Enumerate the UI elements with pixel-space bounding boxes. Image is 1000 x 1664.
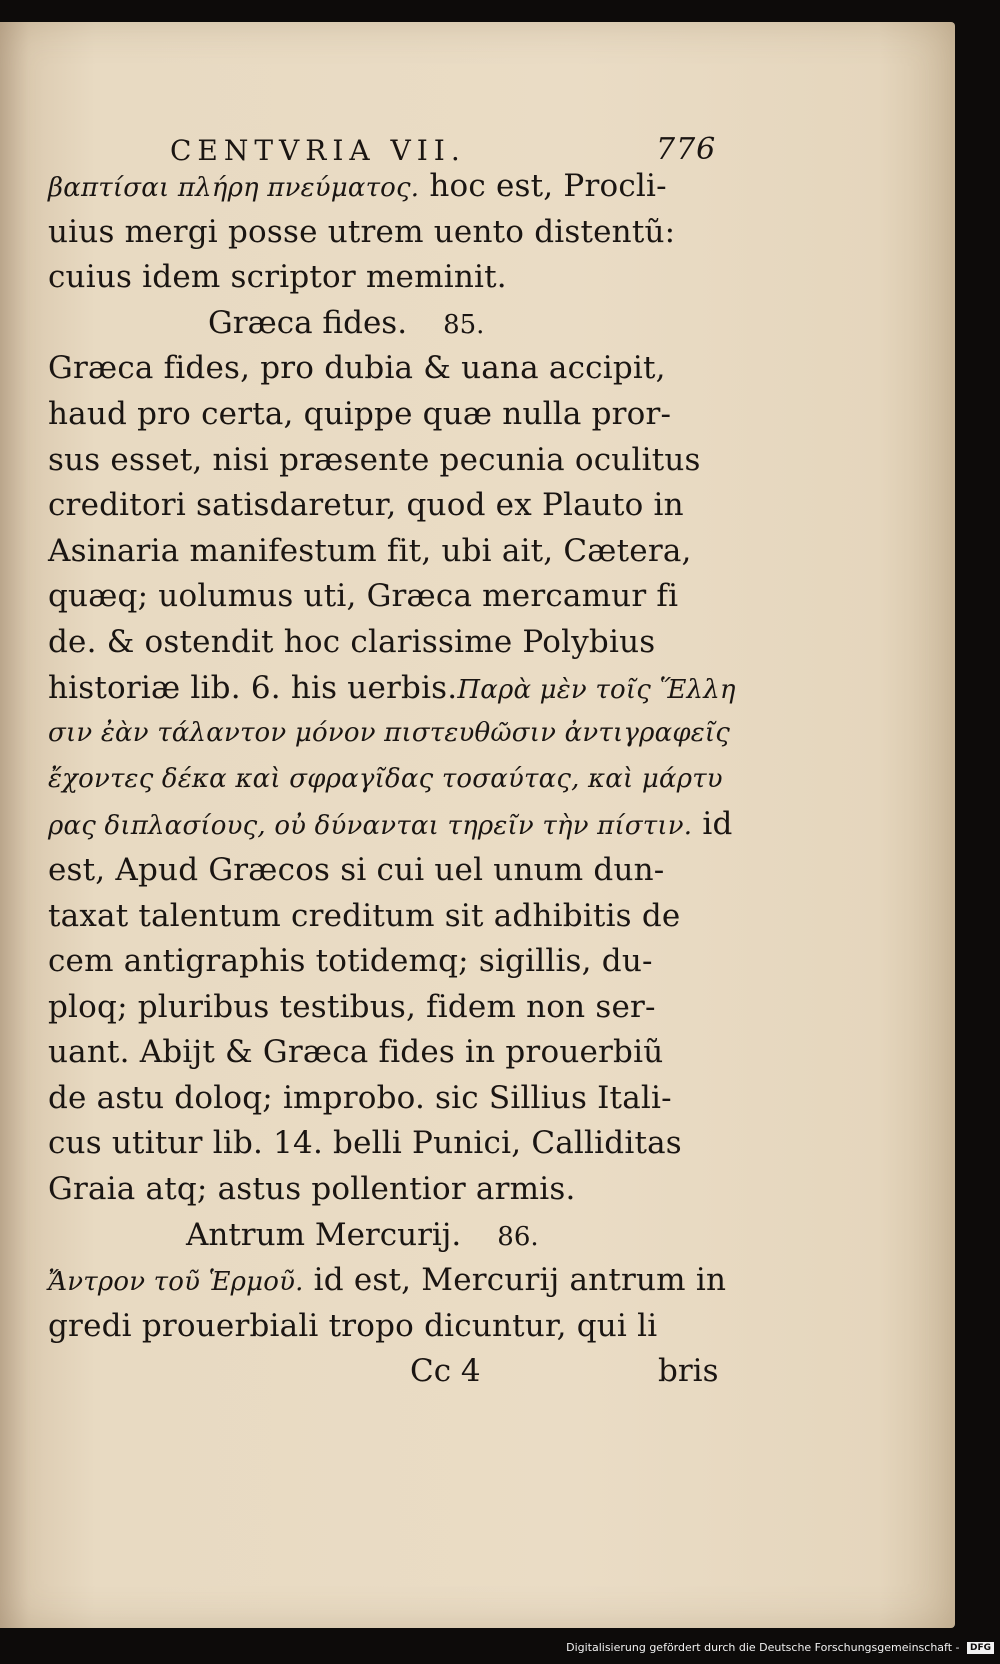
- greek-line: ἔχοντες δέκα καὶ σφραγῖδας τοσαύτας, καὶ μάρτυ: [48, 763, 723, 794]
- section-heading-85: [48, 301, 728, 347]
- book-page: [0, 22, 955, 1628]
- latin-text: id est, Mercurij antrum in: [303, 1262, 727, 1299]
- text-line: [48, 666, 736, 712]
- greek-text: Ἄντρον τοῦ Ἑρμοῦ.: [48, 1267, 304, 1298]
- text-line: de astu doloq; improbo. sic Sillius Itali-: [48, 1079, 672, 1116]
- running-head-title: CENTVRIA VII.: [170, 134, 466, 167]
- text-line: creditori satisdaretur, quod ex Plauto in: [48, 487, 684, 524]
- text-line: [48, 164, 728, 210]
- running-head: [48, 114, 728, 167]
- section-heading-86: [48, 1213, 728, 1259]
- text-line: est, Apud Græcos si cui uel unum dun-: [48, 851, 665, 888]
- signature-mark: Cc 4: [410, 1353, 481, 1390]
- text-line: cus utitur lib. 14. belli Punici, Calliditas: [48, 1125, 682, 1162]
- text-line: Graia atq; astus pollentior armis.: [48, 1171, 576, 1208]
- text-line: [48, 1258, 728, 1304]
- section-number: 85.: [443, 309, 485, 340]
- digitization-credit: [566, 1641, 994, 1654]
- text-block: [48, 114, 736, 1395]
- latin-text: id: [702, 806, 733, 843]
- text-line: cuius idem scriptor meminit.: [48, 259, 507, 296]
- text-line: uius mergi posse utrem uento distentũ:: [48, 213, 676, 250]
- section-title: Græca fides.: [208, 304, 408, 341]
- greek-text: Παρὰ μὲν τοῖς Ἕλλη: [457, 674, 736, 705]
- page-number: 776: [656, 132, 717, 167]
- catchword: bris: [658, 1353, 719, 1390]
- text-line: sus esset, nisi præsente pecunia oculitus: [48, 441, 701, 478]
- text-line: Græca fides, pro dubia & uana accipit,: [48, 350, 666, 387]
- text-line: Asinaria manifestum fit, ubi ait, Cætera,: [48, 532, 692, 569]
- section-title: Antrum Mercurij.: [186, 1216, 462, 1253]
- text-line: uant. Abijt & Græca fides in prouerbiũ: [48, 1034, 664, 1071]
- credit-text: Digitalisierung gefördert durch die Deutsche Forschungsgemeinschaft -: [566, 1641, 960, 1654]
- text-line: gredi prouerbiali tropo dicuntur, qui li: [48, 1307, 658, 1344]
- text-line: cem antigraphis totidemq; sigillis, du-: [48, 943, 653, 980]
- text-line: haud pro certa, quippe quæ nulla pror-: [48, 395, 672, 432]
- latin-text: historiæ lib. 6. his uerbis.: [48, 669, 458, 706]
- text-line: ploq; pluribus testibus, fidem non ser-: [48, 988, 656, 1025]
- greek-line: σιν ἐὰν τάλαντον μόνον πιστευθῶσιν ἀντιγραφεῖς: [48, 718, 731, 749]
- greek-text: ρας διπλασίους, οὐ δύνανται τηρεῖν τὴν πίστιν.: [48, 811, 693, 842]
- dfg-logo-icon: DFG: [967, 1642, 994, 1654]
- catchline: [48, 1349, 728, 1395]
- section-number: 86.: [497, 1221, 539, 1252]
- text-line: de. & ostendit hoc clarissime Polybius: [48, 623, 656, 660]
- text-line: quæq; uolumus uti, Græca mercamur fi: [48, 578, 679, 615]
- text-line: taxat talentum creditum sit adhibitis de: [48, 897, 681, 934]
- greek-text: βαπτίσαι πλήρη πνεύματος.: [48, 173, 420, 203]
- latin-text: hoc est, Procli-: [419, 168, 667, 204]
- text-line: [48, 802, 733, 848]
